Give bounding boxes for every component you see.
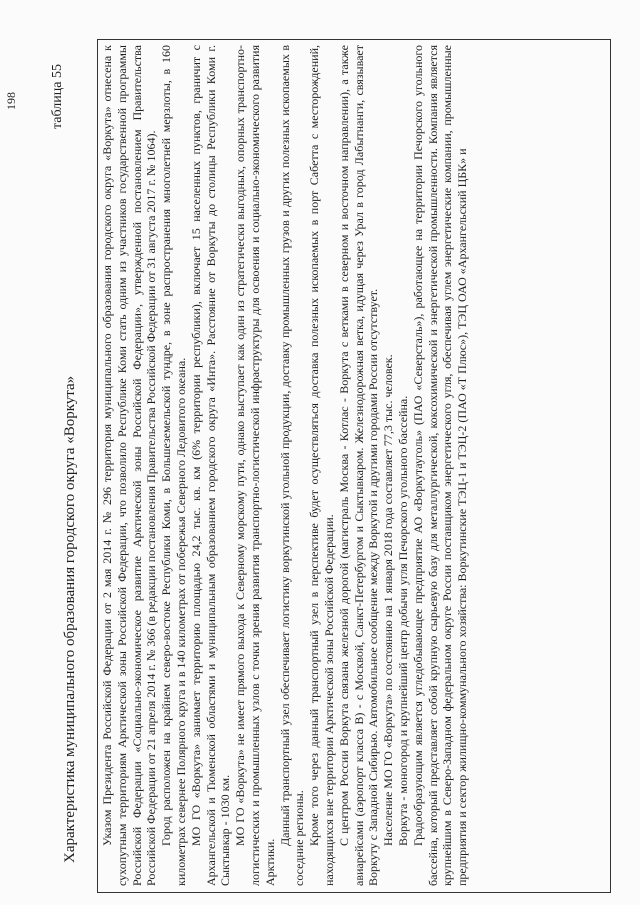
document-title: Характеристика муниципального образования городского округа «Воркута» [62, 375, 78, 863]
paragraph: Население МО ГО «Воркута» по состоянию на 1 января 2018 года составляет 77,3 тыс. человек. [381, 354, 396, 846]
paragraph: МО ГО «Воркута» занимает территорию площадью 24,2 тыс. кв. км (6% территории республики), включает 15 населенных пунктов, граничит с Архангельской и Тюменской областями и муниципальным образованием городского округа «Инта». Расстояние от Воркуты до столицы Республики Коми г. Сыктывкар - 1030 км. [188, 45, 233, 886]
paragraph: Данный транспортный узел обеспечивает логистику воркутинской угольной продукции, доставку промышленных грузов и других полезных ископаемых в соседние регионы. [277, 45, 307, 886]
table-cell [97, 39, 611, 893]
paragraph: Город расположен на крайнем северо-востоке Республики Коми, в Большеземельской тундре, в зоне распространения многолетней мерзлоты, в 160 километрах севернее Полярного круга и в 140 километрах от побережья Северного Ледовитого океана. [159, 45, 188, 886]
paragraph: МО ГО «Воркута» не имеет прямого выхода к Северному морскому пути, однако выступает как один из стратегически выгодных, опорных транспортно-логистических и промышленных узлов с точки зрения развития транспортно-логистической инфраструктуры для освоения и социально-экономического развития Арктики. [233, 45, 277, 886]
page-number: 198 [4, 92, 18, 110]
paragraph: Кроме того через данный транспортный узел в перспективе будет осуществляться доставка полезных ископаемых в порт Сабетта с месторождений, находящихся вне территории Арктической зоны Российской Федерации. [307, 45, 336, 886]
paragraph: Градообразующим является угледобывающее предприятие АО «Воркутауголь» (ПАО «Северсталь»), работающее на территории Печорского угольного бассейна, который представляет собой крупную сырьевую базу для металлургической, коксохимической и энергетической промышленности. Компания является крупнейшим в Северо-Западном федеральном округе России поставщиком энергетического угля, обеспечивая углем энергетические компании, промышленные предприятия и сектор жилищно-коммунального хозяйства: Воркутинские ТЭЦ-1 и ТЭЦ-2 (ПАО «Т Плюс»), ТЭЦ ОАО «Архангельский ЦБК» и [410, 45, 470, 886]
paragraph: Указом Президента Российской Федерации от 2 мая 2014 г. № 296 территория муниципального образования городского округа «Воркута» отнесена к сухопутным территориям Арктической зоны Российской Федерации, что позволило Республике Коми стать одним из участников государственной программы Российской Федерации «Социально-экономическое развитие Арктической зоны Российской Федерации», утвержденной постановлением Правительства Российской Федерации от 21 апреля 2014 г. № 366 (в редакции постановления Правительства Российской Федерации от 31 августа 2017 г. № 1064). [100, 45, 159, 886]
paragraph: Воркута - моногород и крупнейший центр добычи угля Печорского угольного бассейна. [395, 395, 410, 846]
table-label: таблица 55 [50, 64, 65, 129]
paragraph: С центром России Воркута связана железной дорогой (магистраль Москва - Котлас - Воркута с ветками в северном и восточном направлении), а также авиарейсами (аэропорт класса В) - с Москвой, Санкт-Петербургом и Сыктывкаром. Железнодорожная ветка, идущая через Урал в город Лабытнанги, связывает Воркуту с Западной Сибирью. Автомобильное сообщение между Воркутой и другими городами России отсутствует. [336, 45, 381, 886]
